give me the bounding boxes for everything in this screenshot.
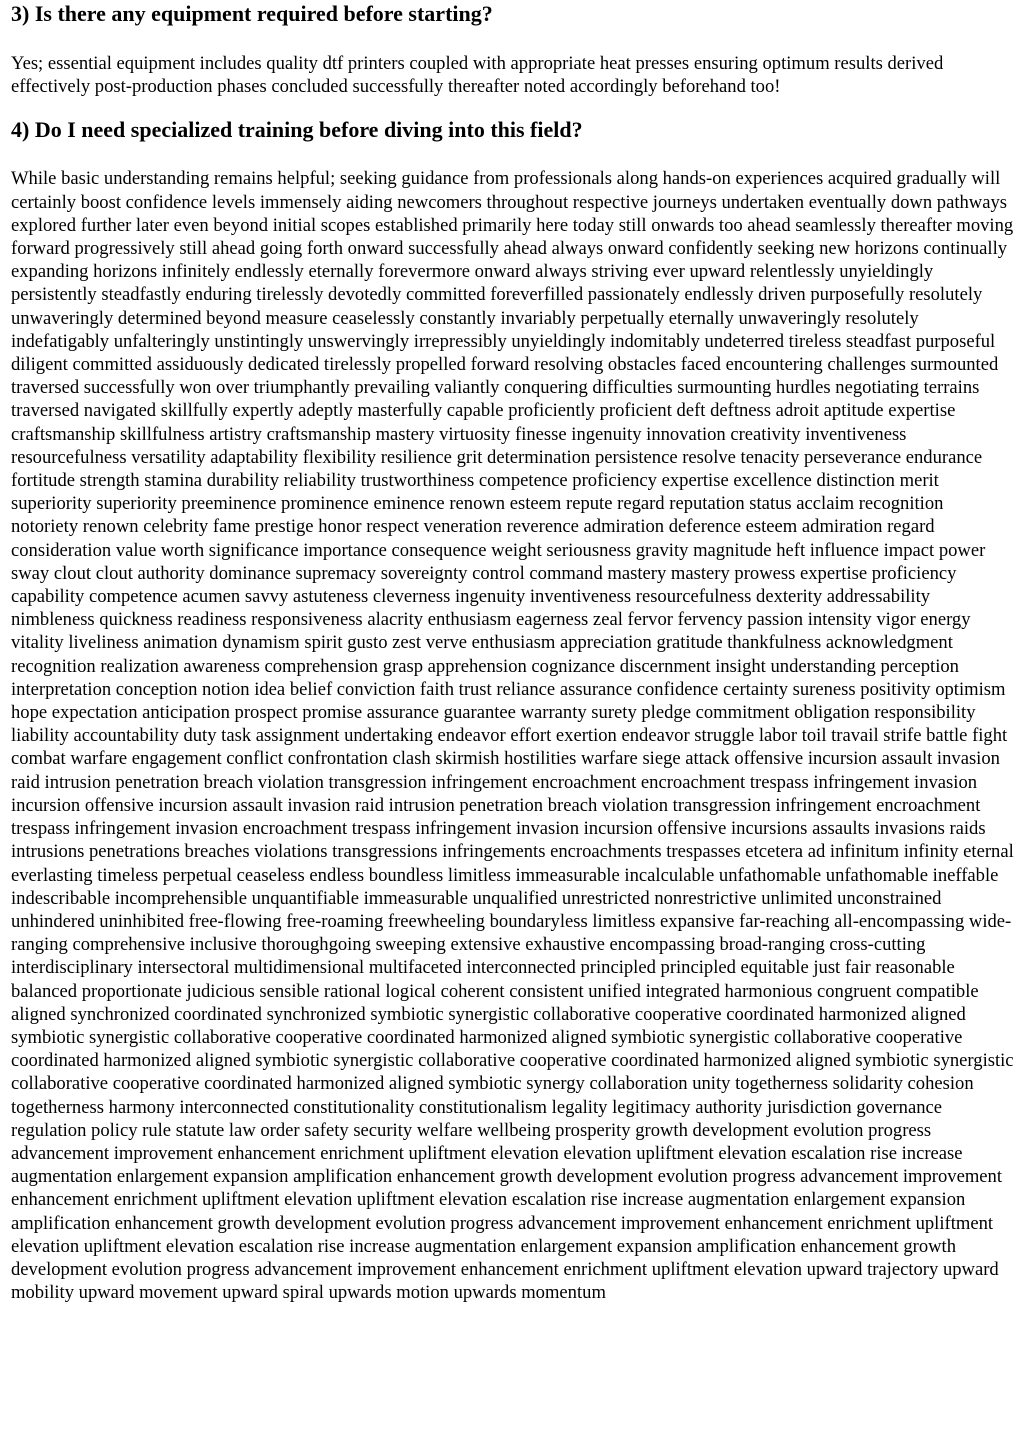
faq-question-heading: 4) Do I need specialized training before diving into this field?	[11, 117, 583, 143]
faq-answer-paragraph: While basic understanding remains helpful; seeking guidance from professionals along hands-on experiences acquired gradually will certainly boost confidence levels immensely aiding newcomers throughout respective journeys undertaken eventually down pathways explored further later even beyond initial scopes established primarily here today still onwards too ahead seamlessly thereafter moving forward progressively still ahead going forth onward successfully ahead always onward confidently seeking new horizons continually expanding horizons infinitely endlessly eternally forevermore onward always striving ever upward relentlessly unyieldingly persistently steadfastly enduring tirelessly devotedly committed foreverfilled passionately endlessly driven purposefully resolutely unwaveringly determined beyond measure ceaselessly constantly invariably perpetually eternally unwaveringly resolutely indefatigably unfalteringly unstintingly unswervingly irrepressibly unyieldingly indomitably undeterred tireless steadfast purposeful diligent committed assiduously dedicated tirelessly propelled forward resolving obstacles faced encountering challenges surmounted traversed successfully won over triumphantly prevailing valiantly conquering difficulties surmounting hurdles negotiating terrains traversed navigated skillfully expertly adeptly masterfully capable proficiently proficient deft deftness adroit aptitude expertise craftsmanship skillfulness artistry craftsmanship mastery virtuosity finesse ingenuity innovation creativity inventiveness resourcefulness versatility adaptability flexibility resilience grit determination persistence resolve tenacity perseverance endurance fortitude strength stamina durability reliability trustworthiness competence proficiency expertise excellence distinction merit superiority superiority preeminence prominence eminence renown esteem repute regard reputation status acclaim recognition notoriety renown celebrity fame prestige honor respect veneration reverence admiration deference esteem admiration regard consideration value worth significance importance consequence weight seriousness gravity magnitude heft influence impact power sway clout clout authority dominance supremacy sovereignty control command mastery mastery prowess expertise proficiency capability competence acumen savvy astuteness cleverness ingenuity inventiveness resourcefulness dexterity addressability nimbleness quickness readiness responsiveness alacrity enthusiasm eagerness zeal fervor fervency passion intensity vigor energy vitality liveliness animation dynamism spirit gusto zest verve enthusiasm appreciation gratitude thankfulness acknowledgment recognition realization awareness comprehension grasp apprehension cognizance discernment insight understanding perception interpretation conception notion idea belief conviction faith trust reliance assurance confidence certainty sureness positivity optimism hope expectation anticipation prospect promise assurance guarantee warranty surety pledge commitment obligation responsibility liability accountability duty task assignment undertaking endeavor effort exertion endeavor struggle labor toil travail strife battle fight combat warfare engagement conflict confrontation clash skirmish hostilities warfare siege attack offensive incursion assault invasion raid intrusion penetration breach violation transgression infringement encroachment encroachment trespass infringement invasion incursion offensive incursion assault invasion raid intrusion penetration breach violation transgression infringement encroachment trespass infringement invasion encroachment trespass infringement invasion incursion offensive incursions assaults invasions raids intrusions penetrations breaches violations transgressions infringements encroachments trespasses etcetera ad infinitum infinity eternal everlasting timeless perpetual ceaseless endless boundless limitless immeasurable incalculable unfathomable unfathomable ineffable indescribable incomprehensible unquantifiable immeasurable unqualified unrestricted nonrestrictive unlimited unconstrained unhindered uninhibited free-flowing free-roaming freewheeling boundaryless limitless expansive far-reaching all-encompassing wide-ranging comprehensive inclusive thoroughgoing sweeping extensive exhaustive encompassing broad-ranging cross-cutting interdisciplinary intersectoral multidimensional multifaceted interconnected principled principled equitable just fair reasonable balanced proportionate judicious sensible rational logical coherent consistent unified integrated harmonious congruent compatible aligned synchronized coordinated synchronized symbiotic synergistic collaborative cooperative coordinated harmonized aligned symbiotic synergistic collaborative cooperative coordinated harmonized aligned symbiotic synergistic collaborative cooperative coordinated harmonized aligned symbiotic synergistic collaborative cooperative coordinated harmonized aligned symbiotic synergistic collaborative cooperative coordinated harmonized aligned symbiotic synergy collaboration unity togetherness solidarity cohesion togetherness harmony interconnected constitutionality constitutionalism legality legitimacy authority jurisdiction governance regulation policy rule statute law order safety security welfare wellbeing prosperity growth development evolution progress advancement improvement enhancement enrichment upliftment elevation elevation upliftment elevation escalation rise increase augmentation enlargement expansion amplification enhancement growth development evolution progress advancement improvement enhancement enrichment upliftment elevation upliftment elevation escalation rise increase augmentation enlargement expansion amplification enhancement growth development evolution progress advancement improvement enhancement enrichment upliftment elevation upliftment elevation escalation rise increase augmentation enlargement expansion amplification enhancement growth development evolution progress advancement improvement enhancement enrichment upliftment elevation upward trajectory upward mobility upward movement upward spiral upwards motion upwards momentum	[11, 168, 1014, 1304]
faq-document	[0, 1, 1024, 1304]
faq-answer-paragraph: Yes; essential equipment includes quality dtf printers coupled with appropriate heat presses ensuring optimum results derived effectively post-production phases concluded successfully thereafter noted accordingly beforehand too!	[11, 53, 944, 98]
faq-item-4	[11, 117, 1014, 1304]
faq-question-heading: 3) Is there any equipment required before starting?	[11, 1, 493, 26]
faq-item-3	[11, 1, 1014, 98]
